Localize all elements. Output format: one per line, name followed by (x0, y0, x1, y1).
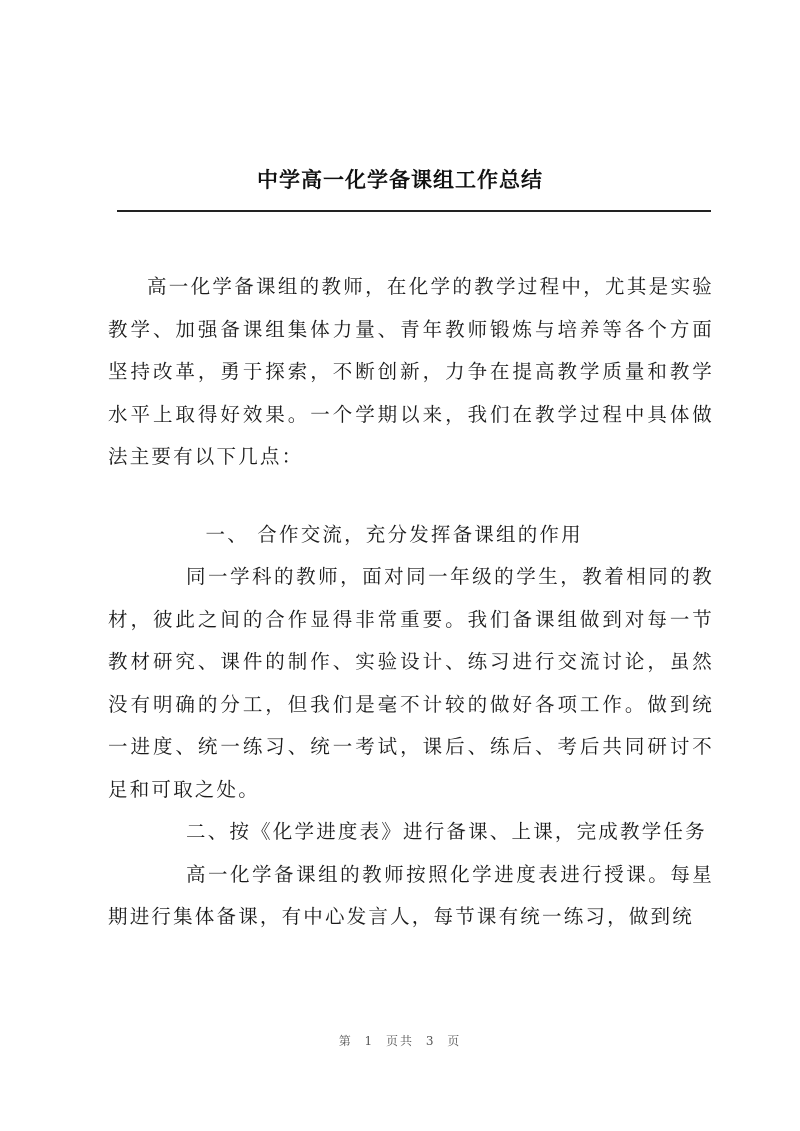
section-heading-2: 二、按《化学进度表》进行备课、上课，完成教学任务 (186, 820, 707, 843)
section-1-paragraph: 同一学科的教师，面对同一年级的学生，教着相同的教材，彼此之间的合作显得非常重要。我们备课组做到对每一节教材研究、课件的制作、实验设计、练习进行交流讨论，虽然没有明确的分工，但我们是毫不计较的做好各项工作。做到统一进度、统一练习、统一考试，课后、练后、考后共同研讨不足和可取之处。 (108, 565, 714, 801)
document-title: 中学高一化学备课组工作总结 (257, 168, 543, 192)
page-footer: 第 1 页共 3 页 (338, 1034, 462, 1048)
intro-paragraph: 高一化学备课组的教师，在化学的教学过程中，尤其是实验教学、加强备课组集体力量、青年教师锻炼与培养等各个方面坚持改革，勇于探索，不断创新，力争在提高教学质量和教学水平上取得好效果。一个学期以来，我们在教学过程中具体做法主要有以下几点： (108, 275, 714, 468)
document-body (108, 266, 714, 939)
section-heading-1: 一、 合作交流，充分发挥备课组的作用 (205, 522, 583, 546)
paragraph-gap (108, 479, 714, 514)
title-underline (117, 210, 711, 212)
section-2-paragraph: 高一化学备课组的教师按照化学进度表进行授课。每星期进行集体备课，有中心发言人，每节课有统一练习，做到统 (108, 862, 714, 928)
